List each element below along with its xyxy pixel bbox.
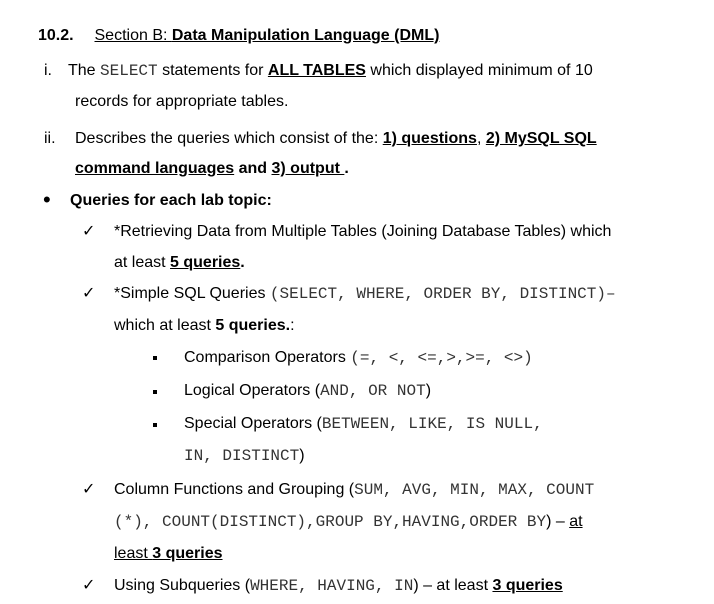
logical-code: AND, OR NOT: [320, 382, 426, 400]
check3-line1: [114, 480, 594, 500]
sub2-text: Logical Operators (: [184, 382, 321, 399]
check2-text: *Simple SQL Queries: [114, 285, 270, 302]
item-i-text: which displayed minimum of 10: [365, 62, 593, 79]
square-bullet-icon: [153, 390, 157, 394]
comparison-code: (=, <, <=,>,>=, <>): [350, 349, 533, 367]
check1-line1: *Retrieving Data from Multiple Tables (Joining Database Tables) which: [114, 223, 612, 240]
check4-line1: [114, 576, 563, 596]
check3-text: Column Functions and Grouping (: [114, 481, 355, 498]
check2-line2: [114, 316, 295, 336]
five-queries-label: 5 queries.: [215, 317, 291, 334]
sub2-text: ): [425, 382, 432, 399]
column-functions-code-cont: (*), COUNT(DISTINCT),GROUP BY,HAVING,ORDER BY: [114, 513, 547, 531]
at-text: at: [569, 513, 583, 530]
least-text: least: [114, 545, 153, 562]
special-code-cont: IN, DISTINCT: [184, 447, 300, 465]
questions-label: 1) questions: [382, 130, 477, 147]
heading-title: Data Manipulation Language (DML): [171, 27, 440, 44]
mysql-label-cont: command languages: [75, 160, 235, 177]
five-queries-label: 5 queries: [170, 254, 241, 271]
item-ii-text: Describes the queries which consist of the:: [75, 130, 383, 147]
heading-prefix: Section B:: [94, 27, 172, 44]
period: .: [240, 254, 245, 271]
check2-text: which at least: [114, 317, 216, 334]
check2-line1: [114, 284, 616, 304]
special-code: BETWEEN, LIKE, IS NULL,: [321, 415, 543, 433]
check3-text: ) –: [546, 513, 570, 530]
item-ii-marker: ii.: [44, 130, 56, 147]
heading-number: 10.2.: [38, 27, 74, 44]
output-label: 3) output: [271, 160, 345, 177]
check-icon: ✓: [82, 221, 96, 240]
and-text: and: [234, 160, 272, 177]
simple-sql-code: (SELECT, WHERE, ORDER BY, DISTINCT)–: [269, 285, 616, 303]
column-functions-code: SUM, AVG, MIN, MAX, COUNT: [354, 481, 595, 499]
sub3-text: ): [299, 447, 305, 464]
check4-text: Using Subqueries (: [114, 577, 251, 594]
sub3-line2: [184, 446, 305, 466]
three-queries-label: 3 queries: [152, 545, 223, 562]
all-tables-label: ALL TABLES: [267, 62, 366, 79]
item-i-line2: records for appropriate tables.: [75, 93, 289, 110]
colon: :: [290, 317, 295, 334]
check-icon: ✓: [82, 575, 96, 594]
square-bullet-icon: [153, 423, 157, 427]
check1-line2: [114, 253, 245, 273]
check1-text: at least: [114, 254, 171, 271]
item-ii-text: ,: [476, 130, 486, 147]
mysql-label: 2) MySQL SQL: [485, 130, 597, 147]
period: .: [344, 160, 349, 177]
bullet-icon: •: [43, 187, 51, 212]
item-ii-line1: [75, 129, 597, 149]
sub3-text: Special Operators (: [184, 415, 322, 432]
three-queries-label: 3 queries: [492, 577, 563, 594]
item-i-line1: [68, 61, 593, 81]
check3-line2: [114, 512, 583, 532]
item-i-text: statements for: [157, 62, 268, 79]
sub3-line1: [184, 414, 543, 434]
check-icon: ✓: [82, 283, 96, 302]
select-code: SELECT: [100, 62, 158, 80]
item-i-text: The: [68, 62, 101, 79]
check-icon: ✓: [82, 479, 96, 498]
section-heading: [38, 26, 439, 46]
subquery-code: WHERE, HAVING, IN: [250, 577, 414, 595]
check3-line3: [114, 544, 223, 564]
sub1-line: [184, 348, 533, 368]
sub2-line: [184, 381, 431, 401]
item-i-marker: i.: [44, 62, 52, 79]
bullet-label: Queries for each lab topic:: [70, 192, 272, 209]
sub1-text: Comparison Operators: [184, 349, 351, 366]
square-bullet-icon: [153, 356, 157, 360]
item-ii-line2: [75, 159, 349, 179]
check4-text: ) – at least: [413, 577, 493, 594]
